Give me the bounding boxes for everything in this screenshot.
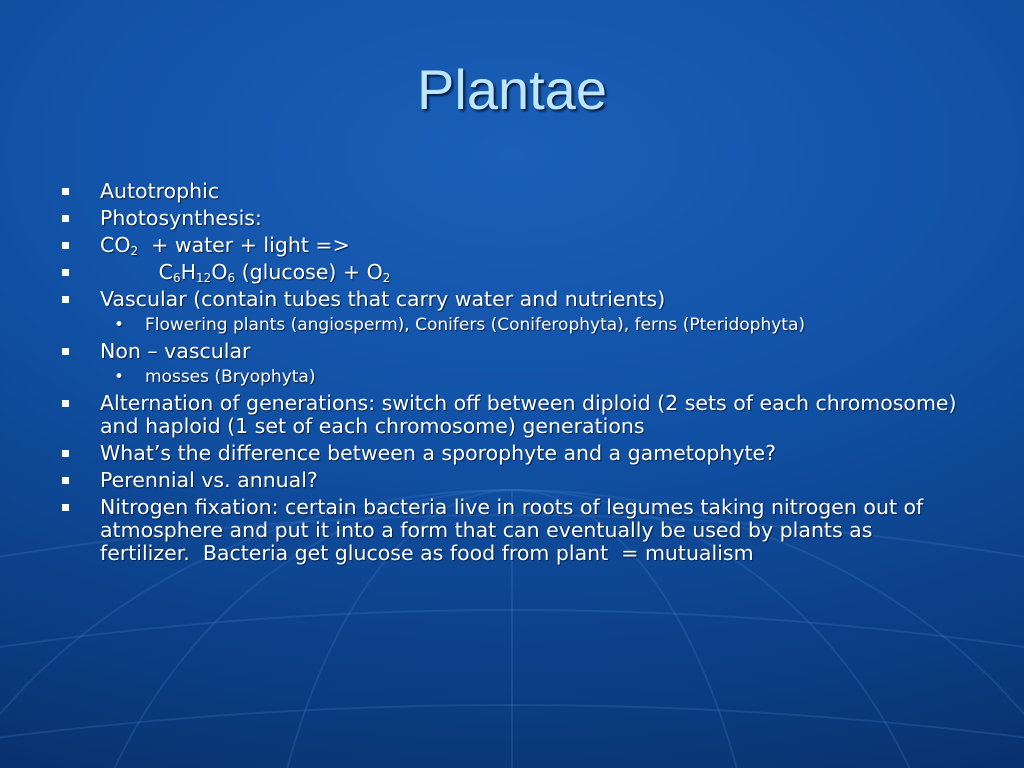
bullet-text: Autotrophic [100,179,220,203]
bullet-text: Alternation of generations: switch off between diploid (2 sets of each chromosome) and haploid (1 set of each chromosome) generations [100,391,964,438]
bullet-text [100,260,390,284]
bullet-list [58,180,968,569]
subscript: 12 [196,271,212,285]
bullet-text: Vascular (contain tubes that carry water and nutrients) [100,287,666,311]
dot-bullet-icon: • [114,315,125,335]
bullet-item [58,288,968,311]
bullet-item [58,340,968,363]
square-bullet-icon [62,504,69,511]
square-bullet-icon [62,400,69,407]
bullet-item [58,207,968,230]
bullet-text [100,233,350,257]
bullet-text: Nitrogen fixation: certain bacteria live in roots of legumes taking nitrogen out of atmosphere and put it into a form that can eventually be used by plants as fertilizer. Bacteria get glucose as food from plant = mutualism [100,495,930,565]
square-bullet-icon [62,450,69,457]
subscript: 6 [172,271,181,285]
square-bullet-icon [62,296,69,303]
subscript: 2 [382,271,391,285]
square-bullet-icon [62,188,69,195]
slide-title: Plantae [417,58,607,121]
bullet-text: mosses (Bryophyta) [145,367,316,387]
text-run: (glucose) + O [235,260,383,284]
sub-bullet-item [58,367,968,387]
square-bullet-icon [62,477,69,484]
text-run: H [180,260,197,284]
bullet-item [58,234,968,257]
bullet-item [58,392,968,438]
text-run: + water + light => [138,233,350,257]
square-bullet-icon [62,348,69,355]
text-run: C [100,260,173,284]
bullet-text: What’s the difference between a sporophyte and a gametophyte? [100,441,777,465]
bullet-item [58,496,968,565]
bullet-item [58,469,968,492]
bullet-item [58,261,968,284]
square-bullet-icon [62,215,69,222]
sub-bullet-item [58,315,968,335]
square-bullet-icon [62,242,69,249]
bullet-text: Flowering plants (angiosperm), Conifers (Coniferophyta), ferns (Pteridophyta) [145,315,806,335]
square-bullet-icon [62,269,69,276]
subscript: 2 [130,244,139,258]
text-run: O [211,260,228,284]
bullet-text: Photosynthesis: [100,206,262,230]
text-run: CO [100,233,131,257]
bullet-item [58,442,968,465]
bullet-item [58,180,968,203]
bullet-text: Non – vascular [100,339,251,363]
subscript: 6 [227,271,236,285]
bullet-text: Perennial vs. annual? [100,468,318,492]
dot-bullet-icon: • [114,367,125,387]
